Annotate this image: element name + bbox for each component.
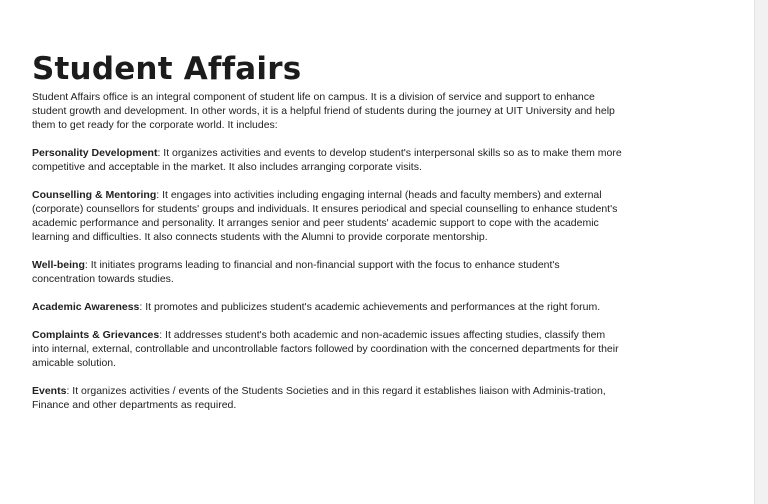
section-label: Counselling & Mentoring bbox=[32, 189, 157, 201]
section-complaints-grievances bbox=[32, 328, 622, 370]
section-text: : It engages into activities including engaging internal (heads and faculty members) and external (corporate) counsellors for students' groups and individuals. It ensures periodical and special counselling to enhance student's academic performance and personality. It arranges senior and peer students' academic support to cope with the academic learning and difficulties. It also connects students with the Alumni to provide corporate mentorship. bbox=[32, 189, 618, 243]
page-title: Student Affairs bbox=[32, 51, 302, 87]
section-label: Events bbox=[32, 385, 67, 397]
section-text: : It addresses student's both academic and non-academic issues affecting studies, classify them into internal, external, controllable and uncontrollable factors followed by coordination with the concerned departments for their amicable solution. bbox=[32, 329, 619, 369]
section-label: Well-being bbox=[32, 259, 85, 271]
intro-paragraph: Student Affairs office is an integral component of student life on campus. It is a division of service and support to enhance student growth and development. In other words, it is a helpful friend of students during the journey at UIT University and help them to get ready for the corporate world. It includes: bbox=[32, 91, 615, 131]
main-content bbox=[32, 50, 622, 426]
section-text: : It initiates programs leading to financial and non-financial support with the focus to enhance student's concentration towards studies. bbox=[32, 259, 560, 285]
section-text: : It promotes and publicizes student's academic achievements and performances at the right forum. bbox=[139, 301, 601, 313]
section-text: : It organizes activities / events of the Students Societies and in this regard it establishes liaison with Adminis-tration, Finance and other departments as required. bbox=[32, 385, 606, 411]
vertical-scrollbar[interactable] bbox=[754, 0, 768, 504]
section-well-being bbox=[32, 258, 622, 286]
section-text: : It organizes activities and events to develop student's interpersonal skills so as to make them more competitive and acceptable in the market. It also includes arranging corporate visits. bbox=[32, 147, 622, 173]
section-label: Complaints & Grievances bbox=[32, 329, 160, 341]
section-events bbox=[32, 384, 622, 412]
section-label: Personality Development bbox=[32, 147, 158, 159]
section-academic-awareness bbox=[32, 300, 622, 314]
section-counselling-mentoring bbox=[32, 188, 622, 244]
section-personality-development bbox=[32, 146, 622, 174]
section-label: Academic Awareness bbox=[32, 301, 140, 313]
